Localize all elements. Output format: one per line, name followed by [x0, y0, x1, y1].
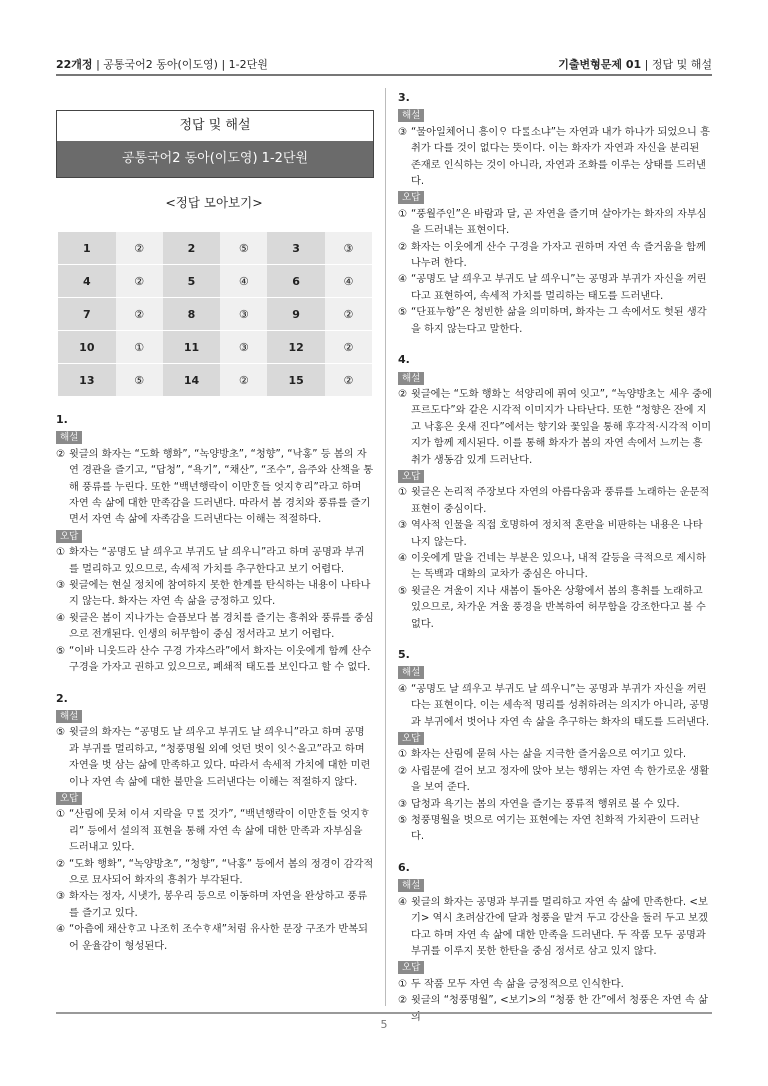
explanation-item	[398, 682, 712, 731]
answer-value: ②	[325, 364, 372, 397]
wrong-answer-item	[398, 485, 712, 518]
question-number-label: 6.	[398, 860, 410, 874]
explanation-tag: 해설	[398, 372, 424, 385]
wrong-answer-item	[398, 272, 712, 305]
explanation-item	[56, 725, 374, 791]
choice-marker: ③	[398, 520, 408, 532]
answer-value: ③	[220, 298, 267, 331]
wrong-answer-item	[398, 764, 712, 797]
question-number-label: 3.	[398, 91, 410, 104]
question-number: 15	[267, 364, 325, 397]
answer-value: ②	[116, 298, 163, 331]
wrong-answer-text: 화자는 이웃에게 산수 구경을 가자고 권하며 자연 속 즐거움을 함께 나누려 한다.	[411, 241, 706, 270]
wrong-answer-tag: 오답	[56, 530, 82, 543]
choice-marker: ①	[398, 978, 408, 990]
right-column	[398, 90, 712, 1040]
choice-marker: ④	[56, 612, 66, 624]
answer-value: ②	[220, 364, 267, 397]
question-3-explanation	[398, 90, 712, 338]
page-number: 5	[380, 1018, 388, 1031]
explanation-text: 윗글에는 “도화 행화ᄂᆞᆫ 석양리에 퓌여 잇고”, “녹양방초ᄂᆞᆫ 세우 중에 프르도다”와 같은 시각적 이미지가 나타난다. 또한 “청향은 잔에 지고 낙홍은 옷새 진다”에서는 향기와 꽃잎을 통해 후각적·시각적 이미지가 함께 제시된다. 이를 통해 화자가 봄의 자연 속에서 느끼는 흥취가 생동감 있게 드러난다.	[411, 388, 712, 466]
header-exam-title: 기출변형문제 01	[558, 58, 642, 71]
wrong-answer-item	[56, 611, 374, 644]
question-number: 1	[58, 232, 116, 265]
wrong-answer-item	[398, 584, 712, 633]
wrong-answer-text: 답청과 욕기는 봄의 자연을 즐기는 풍류적 행위로 볼 수 있다.	[411, 798, 680, 810]
answer-value: ⑤	[116, 364, 163, 397]
wrong-answer-text: “공명도 날 ᄭᅴ우고 부귀도 날 ᄭᅴ우니”는 공명과 부귀가 자신을 꺼린다고 표현하여, 속세적 가치를 멀리하는 태도를 드러낸다.	[411, 274, 707, 302]
answer-value: ②	[116, 265, 163, 298]
wrong-answer-item	[56, 889, 374, 922]
answer-value: ⑤	[220, 232, 267, 265]
title-box-bottom: 공통국어2 동아(이도영) 1-2단원	[57, 141, 373, 177]
choice-marker: ③	[398, 126, 408, 138]
wrong-answer-item	[398, 977, 712, 993]
explanation-item	[398, 387, 712, 469]
header-rule	[56, 74, 712, 76]
wrong-answer-item	[398, 305, 712, 338]
wrong-answer-tag: 오답	[398, 470, 424, 483]
choice-marker: ③	[56, 891, 66, 903]
explanation-text: “물아일체어니 흥이ᄋᆞ 다ᄅᆞᆯ소냐”는 자연과 내가 하나가 되었으니 흥취가 다를 것이 없다는 뜻이다. 이는 화자가 자연과 자신을 분리된 존재로 인식하는 것이 아니라, 자연과 조화를 이루는 상태를 드러낸다.	[411, 126, 710, 188]
wrong-answer-text: “풍월주인”은 바람과 달, 곧 자연을 즐기며 살아가는 화자의 자부심을 드러내는 표현이다.	[411, 208, 707, 237]
explanation-tag: 해설	[398, 109, 424, 122]
wrong-answer-text: 두 작품 모두 자연 속 삶을 긍정적으로 인식한다.	[411, 978, 624, 990]
answer-value: ②	[325, 331, 372, 364]
choice-marker: ②	[398, 388, 408, 400]
question-6-explanation	[398, 860, 712, 1026]
choice-marker: ⑤	[398, 307, 408, 319]
answer-value: ②	[116, 232, 163, 265]
header-left	[56, 56, 268, 72]
question-number: 8	[163, 298, 221, 331]
wrong-answer-text: 윗글은 겨울이 지나 새봄이 돌아온 상황에서 봄의 흥취를 노래하고 있으므로, 차가운 겨울 풍경을 반복하여 허무함을 강조한다고 볼 수 없다.	[411, 585, 706, 630]
answer-value: ②	[325, 298, 372, 331]
choice-marker: ①	[56, 547, 66, 559]
wrong-answer-text: 윗글에는 현실 정치에 참여하지 못한 한계를 탄식하는 내용이 나타나지 않는다. 화자는 자연 속 삶을 긍정하고 있다.	[69, 580, 371, 608]
choice-marker: ⑤	[56, 645, 66, 657]
title-box-top: 정답 및 해설	[179, 118, 251, 133]
wrong-answer-text: 윗글은 논리적 주장보다 자연의 아름다움과 풍류를 노래하는 운문적 표현이 중심이다.	[411, 487, 710, 515]
question-5-explanation	[398, 647, 712, 846]
answer-value: ④	[325, 265, 372, 298]
choice-marker: ②	[398, 995, 408, 1007]
wrong-answer-text: 화자는 “공명도 날 ᄭᅴ우고 부귀도 날 ᄭᅴ우니”라고 하며 공명과 부귀를 멀리하고 있으므로, 속세적 가치를 추구한다고 보기 어렵다.	[69, 547, 365, 575]
choice-marker: ⑤	[398, 815, 408, 827]
table-row	[58, 265, 372, 298]
explanation-tag: 해설	[56, 431, 82, 444]
wrong-answer-item	[398, 551, 712, 584]
table-row	[58, 232, 372, 265]
header-subject: | 공통국어2 동아(이도영) | 1-2단원	[96, 58, 268, 71]
wrong-answer-text: 윗글은 봄이 지나가는 슬픔보다 봄 경치를 즐기는 흥취와 풍류를 중심으로 전개된다. 인생의 허무함이 중심 정서라고 보기 어렵다.	[69, 612, 374, 641]
title-box	[56, 110, 374, 178]
wrong-answer-tag: 오답	[398, 961, 424, 974]
table-row	[58, 331, 372, 364]
footer-rule	[56, 1012, 712, 1014]
choice-marker: ④	[398, 274, 408, 286]
wrong-answer-tag: 오답	[56, 792, 82, 805]
wrong-answer-item	[56, 644, 374, 677]
choice-marker: ②	[56, 448, 66, 460]
question-number: 11	[163, 331, 221, 364]
explanation-item	[398, 895, 712, 961]
wrong-answer-item	[56, 807, 374, 856]
question-4-explanation	[398, 352, 712, 633]
wrong-answer-text: “산림에 뭇쳐 이셔 지락을 ᄆᆞᄅᆞᆯ 것가”, “백년행락이 이만ᄒᆞᆫ들 엇지ᄒᆞ리” 등에서 설의적 표현을 통해 자연 속 삶에 대한 만족과 자부심을 드러내고 있다.	[69, 809, 370, 854]
question-number-label: 1.	[56, 413, 68, 426]
question-1-explanation	[56, 412, 374, 677]
wrong-answer-text: 청풍명월을 벗으로 여기는 표현에는 자연 친화적 가치관이 드러난다.	[411, 815, 700, 843]
question-number: 5	[163, 265, 221, 298]
explanation-item	[398, 125, 712, 191]
question-number: 9	[267, 298, 325, 331]
wrong-answer-text: 사립문에 걸어 보고 정자에 앉아 보는 행위는 자연 속 한가로운 생활을 보여 준다.	[411, 765, 710, 794]
wrong-answer-item	[398, 797, 712, 813]
explanation-tag: 해설	[398, 879, 424, 892]
wrong-answer-item	[398, 747, 712, 763]
choice-marker: ③	[56, 580, 66, 592]
page-header	[56, 52, 712, 74]
choice-marker: ②	[56, 858, 66, 870]
explanation-tag: 해설	[56, 710, 82, 723]
header-grade: 22개정	[56, 58, 93, 71]
question-number: 3	[267, 232, 325, 265]
wrong-answer-item	[56, 857, 374, 890]
question-number-label: 2.	[56, 691, 68, 705]
wrong-answer-item	[398, 207, 712, 240]
question-2-explanation	[56, 691, 374, 956]
wrong-answer-text: 역사적 인물을 직접 호명하여 정치적 혼란을 비판하는 내용은 나타나지 않는다.	[411, 520, 703, 548]
choice-marker: ⑤	[398, 585, 408, 597]
explanation-text: 윗글의 화자는 공명과 부귀를 멀리하고 자연 속 삶에 만족한다. <보기> 역시 초려삼간에 달과 청풍을 맡겨 두고 강산을 둘러 두고 보겠다고 하며 자연 속 삶에 대한 만족을 드러낸다. 두 작품 모두 공명과 부귀를 이루지 못한 한탄을 중심 정서로 삼고 있지 않다.	[411, 896, 708, 957]
choice-marker: ①	[398, 487, 408, 499]
wrong-answer-text: 화자는 산림에 묻혀 사는 삶을 지극한 즐거움으로 여기고 있다.	[411, 749, 687, 761]
choice-marker: ③	[398, 798, 408, 810]
wrong-answer-text: 윗글의 “청풍명월”, <보기>의 “청풍 한 간”에서 청풍은 자연 속 삶의	[411, 995, 708, 1023]
wrong-answer-item	[398, 813, 712, 846]
question-number: 6	[267, 265, 325, 298]
question-number: 12	[267, 331, 325, 364]
table-row	[58, 364, 372, 397]
choice-marker: ④	[398, 896, 408, 908]
explanation-text: “공명도 날 ᄭᅴ우고 부귀도 날 ᄭᅴ우니”는 공명과 부귀가 자신을 꺼린다는 표현이다. 이는 세속적 명리를 성취하려는 의지가 아니라, 공명과 부귀에서 벗어나 자연 속 삶을 추구하는 화자의 태도를 드러낸다.	[411, 683, 710, 728]
left-column	[56, 412, 374, 969]
question-number: 7	[58, 298, 116, 331]
wrong-answer-item	[56, 578, 374, 611]
explanation-tag: 해설	[398, 666, 424, 679]
wrong-answer-text: “이바 니웃드라 산수 구경 가쟈스라”에서 화자는 이웃에게 함께 산수 구경을 가자고 권하고 있으므로, 폐쇄적 태도를 보인다고 할 수 없다.	[69, 645, 372, 674]
choice-marker: ②	[398, 765, 408, 777]
wrong-answer-text: “도화 행화”, “녹양방초”, “청향”, “낙홍” 등에서 봄의 정경이 감각적으로 묘사되어 화자의 흥취가 부각된다.	[69, 858, 374, 886]
choice-marker: ④	[398, 552, 408, 564]
answer-value: ①	[116, 331, 163, 364]
header-right	[558, 56, 712, 72]
question-number: 2	[163, 232, 221, 265]
wrong-answer-item	[398, 518, 712, 551]
wrong-answer-item	[56, 545, 374, 578]
wrong-answer-item	[56, 922, 374, 955]
wrong-answer-tag: 오답	[398, 191, 424, 204]
wrong-answer-text: 이웃에게 말을 건네는 부분은 있으나, 내적 갈등을 극적으로 제시하는 독백과 대화의 교차가 중심은 아니다.	[411, 552, 706, 581]
table-row	[58, 298, 372, 331]
question-number-label: 5.	[398, 648, 410, 661]
choice-marker: ④	[398, 683, 408, 695]
header-section: | 정답 및 해설	[644, 58, 712, 71]
column-divider	[385, 88, 386, 1006]
wrong-answer-item	[398, 240, 712, 273]
choice-marker: ②	[398, 241, 408, 253]
question-number: 10	[58, 331, 116, 364]
answer-value: ③	[220, 331, 267, 364]
wrong-answer-tag: 오답	[398, 732, 424, 745]
wrong-answer-text: “아츰에 채산ᄒᆞ고 나조ᄒᆡ 조수ᄒᆞ새”처럼 유사한 문장 구조가 반복되어 운율감이 형성된다.	[69, 924, 368, 952]
choice-marker: ⑤	[56, 727, 66, 739]
answer-table	[58, 232, 372, 397]
choice-marker: ①	[398, 749, 408, 761]
choice-marker: ①	[398, 208, 408, 220]
wrong-answer-text: “단표누항”은 청빈한 삶을 의미하며, 화자는 그 속에서도 헛된 생각을 하지 않는다고 말한다.	[411, 307, 707, 335]
question-number: 4	[58, 265, 116, 298]
question-number: 13	[58, 364, 116, 397]
question-number: 14	[163, 364, 221, 397]
answer-value: ③	[325, 232, 372, 265]
choice-marker: ①	[56, 809, 66, 821]
choice-marker: ④	[56, 924, 66, 936]
answer-value: ④	[220, 265, 267, 298]
wrong-answer-text: 화자는 정자, 시냇가, 봉우리 등으로 이동하며 자연을 완상하고 풍류를 즐기고 있다.	[69, 891, 368, 919]
explanation-item	[56, 447, 374, 529]
explanation-text: 윗글의 화자는 “공명도 날 ᄭᅴ우고 부귀도 날 ᄭᅴ우니”라고 하며 공명과 부귀를 멀리하고, “청풍명월 외예 엇던 벗이 잇ᄉᆞ올고”라고 하며 자연을 벗 삼는 삶에 만족하고 있다. 따라서 속세적 가치에 대한 미련이나 자연 속 삶에 대한 불만을 드러낸다는 이해는 적절하지 않다.	[69, 727, 371, 788]
question-number-label: 4.	[398, 353, 410, 367]
explanation-text: 윗글의 화자는 “도화 행화”, “녹양방초”, “청향”, “낙홍” 등 봄의 자연 경관을 즐기고, “답청”, “욕기”, “채산”, “조수”, 음주와 산책을 통해 풍류를 누린다. 또한 “백년행락이 이만ᄒᆞᆫ들 엇지ᄒᆞ리”라고 하며 자연 속 삶에 대한 만족감을 드러낸다. 따라서 봄 경치와 풍류를 즐기면서 자연 속 삶에 자족감을 드러낸다는 이해는 적절하다.	[69, 448, 374, 526]
answer-summary-title: <정답 모아보기>	[165, 195, 263, 210]
